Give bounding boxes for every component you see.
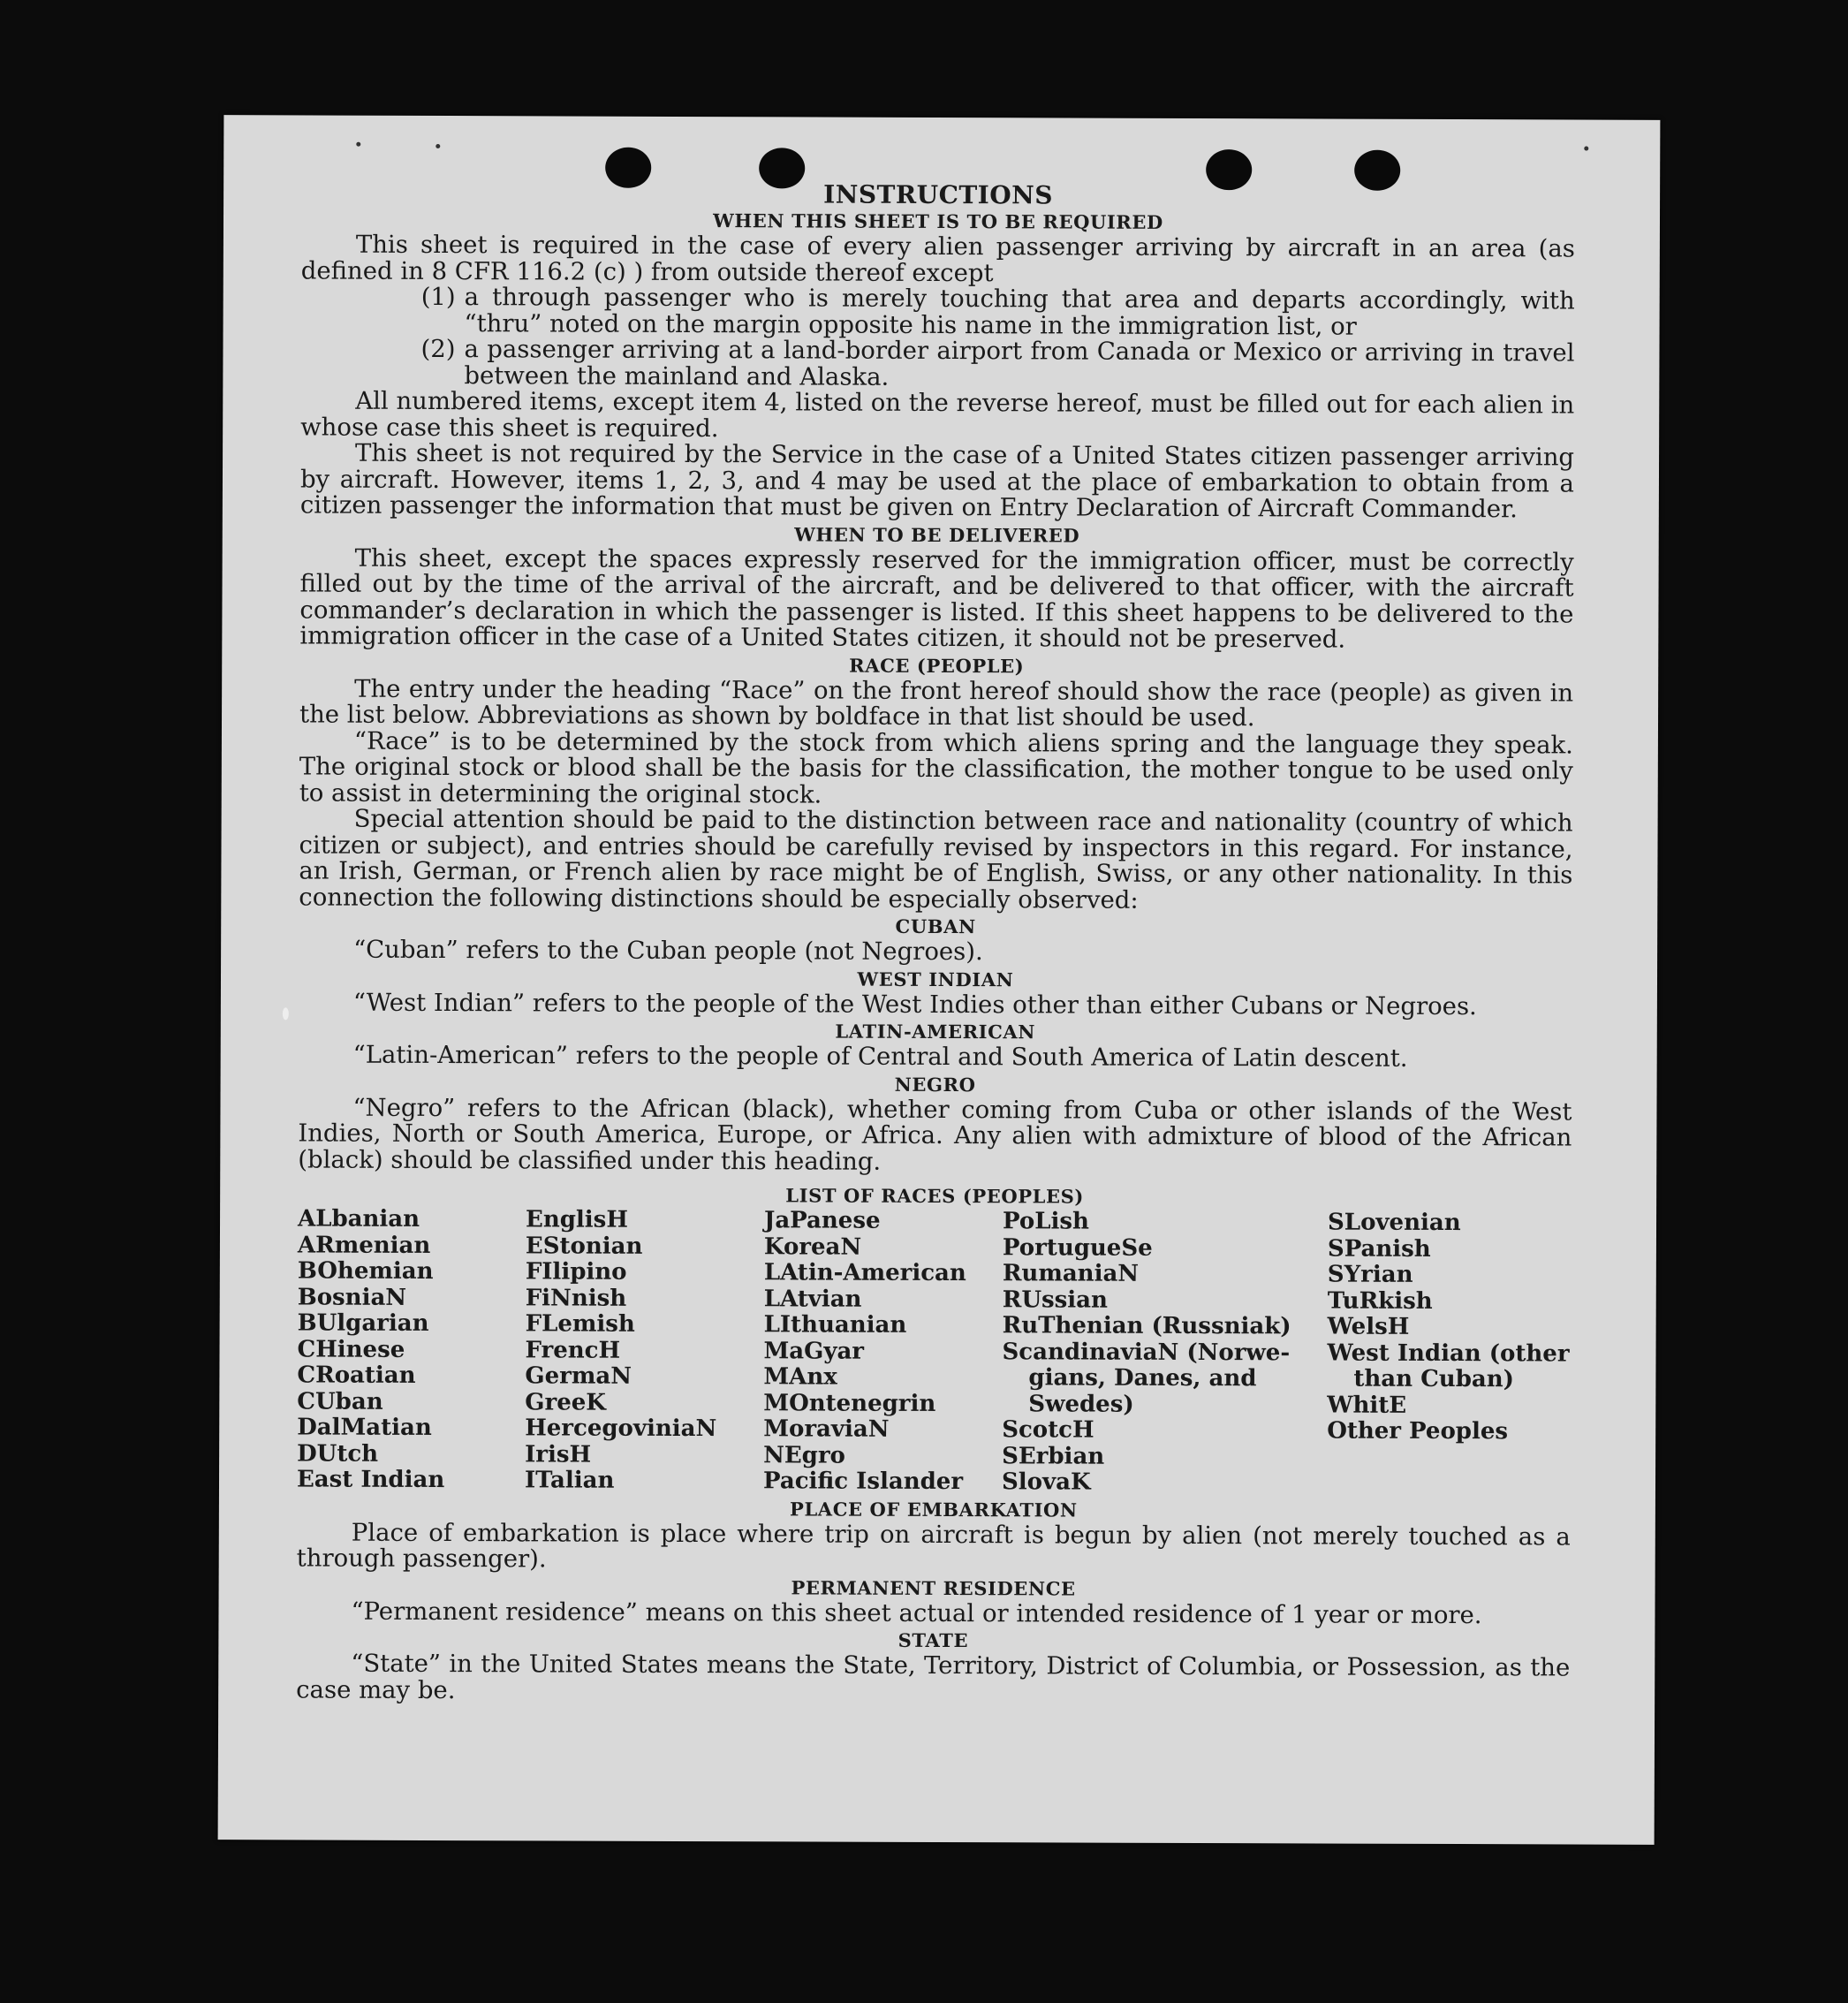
race-entry: FrencH [525, 1336, 621, 1364]
race-entry: BosniaN [297, 1283, 407, 1311]
race-entry: BUlgarian [297, 1309, 429, 1337]
race-entry: SLovenian [1327, 1209, 1461, 1237]
race-entry: MaGyar [763, 1337, 865, 1365]
speck [283, 1007, 289, 1020]
race-entry: MoraviaN [763, 1415, 890, 1443]
paragraph: “Permanent residence” means on this sheet actual or intended residence of 1 year or more. [351, 1597, 1482, 1629]
race-entry: RuThenian (Russniak) [1002, 1312, 1291, 1340]
race-entry: East Indian [296, 1466, 445, 1494]
page-title: INSTRUCTIONS [823, 179, 1054, 210]
race-entry: LIthuanian [763, 1311, 907, 1339]
race-entry: MAnx [763, 1363, 837, 1391]
race-entry: RumaniaN [1002, 1260, 1140, 1287]
heading-negro: NEGRO [894, 1073, 976, 1096]
speck [1584, 147, 1588, 151]
paragraph: Place of embarkation is place where trip on aircraft is begun by alien (not merely touched as a through passenger). [296, 1518, 1571, 1574]
list-item [300, 336, 1574, 392]
race-entry: NEgro [763, 1441, 845, 1469]
heading-when-delivered: WHEN TO BE DELIVERED [794, 522, 1080, 547]
list-item [301, 284, 1575, 340]
paragraph: All numbered items, except item 4, listed on the reverse hereof, must be filled out for each alien in whose case this sheet is required. [300, 386, 1575, 443]
race-entry: LAtin-American [763, 1259, 966, 1287]
race-entry: IrisH [525, 1440, 592, 1468]
race-entry: CUban [297, 1387, 383, 1415]
races-column [763, 1208, 1003, 1495]
instructions-body [296, 178, 1575, 1707]
race-entry: GermaN [525, 1362, 632, 1390]
race-entry: Pacific Islander [762, 1468, 964, 1496]
race-entry: ARmenian [297, 1231, 431, 1259]
race-entry: TuRkish [1327, 1287, 1433, 1315]
item-number: (1) [420, 282, 456, 312]
race-entry: BOhemian [297, 1257, 434, 1286]
race-entry: SPanish [1327, 1235, 1431, 1263]
heading-state: STATE [897, 1628, 969, 1652]
speck [356, 142, 360, 147]
paragraph: This sheet is not required by the Service in the case of a United States citizen passenger arriving by aircraft. However, items 1, 2, 3, and 4 may be used at the place of embarkation to obtain from a citizen passenger the information that must be given on Entry Declaration of Aircraft Commander. [299, 438, 1575, 524]
item-number: (2) [420, 334, 456, 364]
race-entry: EStonian [525, 1232, 643, 1260]
races-column [1327, 1210, 1572, 1498]
heading-west-indian: WEST INDIAN [857, 967, 1014, 990]
race-entry: PortugueSe [1002, 1233, 1153, 1262]
race-entry: EnglisH [525, 1206, 628, 1233]
races-column [1002, 1209, 1328, 1497]
heading-list-of-races: LIST OF RACES (PEOPLES) [785, 1184, 1085, 1208]
paragraph: “State” in the United States means the State, Territory, District of Columbia, or Possession, as the case may be. [296, 1649, 1571, 1704]
heading-permanent-residence: PERMANENT RESIDENCE [791, 1575, 1076, 1600]
race-entry: DUtch [297, 1439, 379, 1468]
paragraph: This sheet is required in the case of every alien passenger arriving by aircraft in an area (as defined in 8 CFR 116.2 (c) ) from outside thereof except [300, 230, 1575, 287]
paragraph: This sheet, except the spaces expressly reserved for the immigration officer, must be correctly filled out by the time of the arrival of the aircraft, and be delivered to that officer, with the aircraft commander’s declaration in which the passenger is listed. If this sheet happens to be delivered to the immigration officer in the case of a United States citizen, it should not be preserved. [299, 543, 1574, 654]
race-entry: SlovaK [1001, 1468, 1091, 1496]
race-entry: than Cuban) [1353, 1365, 1515, 1393]
race-entry: HercegoviniaN [525, 1415, 717, 1443]
item-text: a through passenger who is merely touching that area and departs accordingly, with “thru” noted on the margin opposite his name in the immigration list, or [464, 283, 1575, 341]
race-entry: KoreaN [763, 1233, 862, 1261]
race-entry: JaPanese [763, 1207, 881, 1234]
race-entry: PoLish [1002, 1208, 1090, 1235]
paragraph: “Negro” refers to the African (black), whether coming from Cuba or other islands of the West Indies, North or South America, Europe, or Africa. Any alien with admixture of blood of the African (black) should be classified under this heading. [298, 1093, 1572, 1176]
paragraph: “Race” is to be determined by the stock from which aliens spring and the language they speak. The original stock or blood shall be the basis for the classification, the mother tongue to be used only to assist in determining the original stock. [299, 726, 1573, 809]
races-column [297, 1206, 526, 1493]
race-entry: ITalian [524, 1467, 615, 1494]
race-entry: Swedes) [1028, 1390, 1134, 1418]
race-entry: DalMatian [297, 1414, 432, 1441]
paragraph: Special attention should be paid to the distinction between race and nationality (country of which citizen or subject), and entries should be carefully revised by inspectors in this regard. For instance, an Irish, German, or French alien by race might be of English, Swiss, or any other nationality. In this connection the following distinctions should be especially observed: [299, 804, 1573, 914]
item-text: a passenger arriving at a land-border airport from Canada or Mexico or arriving in travel between the mainland and Alaska. [464, 335, 1575, 391]
race-entry: FiNnish [525, 1284, 627, 1312]
speck [435, 144, 440, 148]
race-entry: WelsH [1327, 1313, 1410, 1340]
race-entry: ScotcH [1002, 1416, 1094, 1444]
race-entry: ALbanian [297, 1205, 420, 1233]
race-entry: West Indian (other [1327, 1339, 1570, 1367]
document-sheet [218, 115, 1661, 1845]
race-entry: SYrian [1327, 1261, 1413, 1288]
heading-when-required: WHEN THIS SHEET IS TO BE REQUIRED [713, 209, 1163, 233]
races-table [297, 1206, 1572, 1498]
heading-cuban: CUBAN [895, 914, 976, 938]
race-entry: WhitE [1327, 1392, 1407, 1419]
race-entry: SErbian [1002, 1442, 1105, 1470]
heading-race: RACE (PEOPLE) [849, 654, 1025, 677]
race-entry: CHinese [297, 1335, 405, 1363]
paragraph: “West Indian” refers to the people of the West Indies other than either Cubans or Negroes. [352, 988, 1477, 1020]
race-entry: ScandinaviaN (Norwe- [1002, 1338, 1291, 1366]
heading-place-of-embarkation: PLACE OF EMBARKATION [790, 1497, 1078, 1521]
heading-latin-american: LATIN-AMERICAN [835, 1020, 1036, 1043]
race-entry: Other Peoples [1327, 1417, 1509, 1445]
paragraph: The entry under the heading “Race” on the front hereof should show the race (people) as given in the list below. Abbreviations as shown by boldface in that list should be used. [299, 674, 1574, 732]
race-entry: FIlipino [525, 1258, 627, 1286]
race-entry: gians, Danes, and [1028, 1364, 1257, 1392]
race-entry: RUssian [1002, 1286, 1108, 1314]
paragraph: “Latin-American” refers to the people of Central and South America of Latin descent. [352, 1040, 1408, 1073]
race-entry: FLemish [525, 1310, 635, 1338]
race-entry: GreeK [525, 1388, 606, 1416]
races-column [525, 1207, 764, 1494]
race-entry: LAtvian [763, 1285, 862, 1313]
paragraph: “Cuban” refers to the Cuban people (not Negroes). [353, 935, 983, 967]
race-entry: CRoatian [297, 1362, 416, 1389]
race-entry: MOntenegrin [763, 1389, 936, 1417]
